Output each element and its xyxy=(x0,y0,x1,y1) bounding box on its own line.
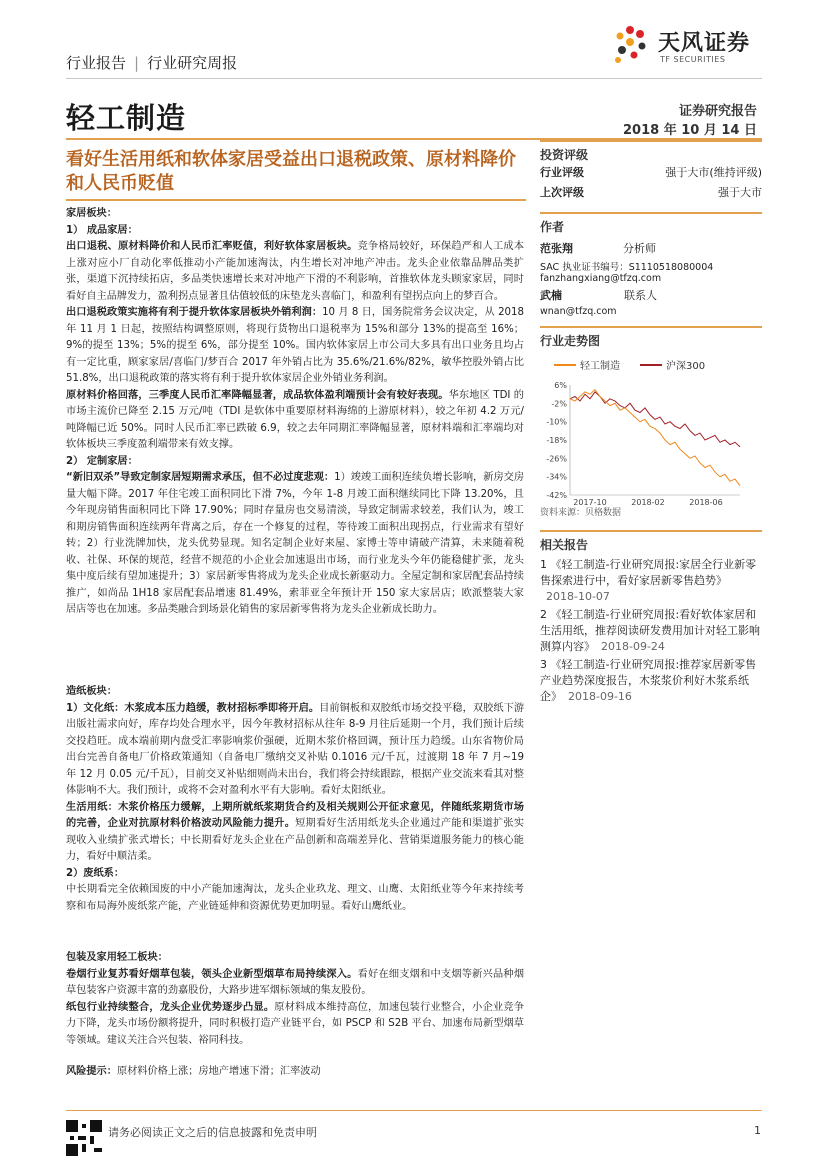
report-type: 证券研究报告 xyxy=(678,104,757,119)
paragraph-2: 出口退税政策实施将有利于提升软体家居板块外销利润：10 月 8 日，国务院常务会议决定，从 2018 年 11 月 1 日起，按照结构调整原则，将现行货物出口退税率为 15%和部分 13%的提高至 16%；9%的提至 13%；5%的提至 6%，部分提至 10%。国内软体家居上市公司大多具有出口业务且均占有一定比重，顾家家居/喜临门/梦百合 2017 年外销占比为 35.6%/21.6%/82%，敏华控股外销占比 51.8%，出口退税政策的落实将有利于提升软体家居企业外销业务利润。 xyxy=(66,307,524,384)
risk-text: 原材料价格上涨；房地产增速下滑；汇率波动 xyxy=(116,1066,321,1077)
paragraph-6: 生活用纸：木浆价格压力缓解，上期所就纸浆期货合约及相关规则公开征求意见，伴随纸浆期货市场的完善，企业对抗原材料价格波动风险能力提升。短期看好生活用纸龙头企业通过产能和渠道扩张实现收入业绩扩张式增长；中长期看好龙头企业在产品创新和高端差异化、营销渠道服务能力的核心能力，看好中顺洁柔。 xyxy=(66,801,525,862)
subheading-finished-home: 1） 成品家居： xyxy=(66,224,138,236)
authors-title: 作者 xyxy=(540,212,762,235)
paragraph-8: 卷烟行业复苏看好烟草包装，领头企业新型烟草布局持续深入。看好在细支烟和中支烟等新兴品种烟草包装客户资源丰富的劲嘉股份，大路步进军烟标领域的集友股份。 xyxy=(66,968,525,996)
rating-title: 投资评级 xyxy=(540,140,762,163)
subcategory-label: 行业研究周报 xyxy=(147,54,238,72)
x-tick-label: 2018-02 xyxy=(631,498,665,505)
packaging-label: 包装及家用轻工板块： xyxy=(66,952,168,963)
home-section xyxy=(66,206,524,619)
separator: | xyxy=(134,54,140,72)
company-logo xyxy=(610,22,770,70)
author-email[interactable]: fanzhangxiang@tfzq.com xyxy=(540,273,662,284)
trend-title: 行业走势图 xyxy=(540,326,762,349)
y-tick-label: -34% xyxy=(546,472,567,482)
disclaimer-notice: 请务必阅读正文之后的信息披露和免责申明 xyxy=(108,1126,317,1139)
logo-english: TF SECURITIES xyxy=(660,55,726,64)
paragraph-4: “新旧双杀”导致定制家居短期需求承压，但不必过度悲观：1）竣竣工面积连续负增长影响，新房交房量大幅下降。2017 年住宅竣工面积同比下滑 7%，今年 1-8 月竣工面积继续同比下降 13.20%，且今年现房销售面积同比下降 17.90%；同时存量房也交易清淡，导致定制需求较差，我们认为，竣工和期房销售面积连续两年背离之后，存在一个修复的过程，等待竣工面积出现拐点，行业需求有望好转；2）行业洗牌加快，龙头优势显现。知名定制企业好来屋、家博士等申请破产清算，未来随着税收、社保、环保的规范，经营不规范的小企业会加速退出市场，而行业龙头今年仍能稳健扩张，龙头集中度后续有望加速提升；3）家居新零售将成为龙头企业成长新驱动力。全屋定制和家居配套品持续推广，如尚品 1H18 家居配套品增速 81.49%，索菲亚全年预计开 150 家大家居店；欧派整装大家居店等也在加速。多品类融合到场景化销售的家居新零售将为龙头企业新成长助力。 xyxy=(66,472,525,615)
author-1: 范张翔 分析师 SAC 执业证书编号：S1110518080004 fanzhangxiang@tfzq.com xyxy=(540,239,762,284)
paper-label: 造纸板块： xyxy=(66,686,117,697)
author-2: 武楠 联系人 wnan@tfzq.com xyxy=(540,286,762,317)
chart-source: 资料来源：贝格数据 xyxy=(540,508,622,518)
footer-divider xyxy=(66,1110,762,1111)
paper-section xyxy=(66,684,524,915)
x-tick-label: 2017-10 xyxy=(573,498,607,505)
category-label: 行业报告 xyxy=(66,54,127,72)
related-report-item[interactable]: 3 《轻工制造-行业研究周报:推荐家居新零售产业趋势深度报告，木浆浆价利好木浆系纸企》 2018-09-16 xyxy=(540,658,757,703)
paragraph-9: 纸包行业持续整合，龙头企业优势逐步凸显。原材料成本维持高位，加速包装行业整合，小企业竞争力下降，龙头市场份额将提升，同时积极打造产业链平台，如 PSCP 和 S2B 平台、加速布局新型烟草等领域。建议关注合兴包装、裕同科技。 xyxy=(66,1001,525,1046)
paragraph-7: 中长期看完全依赖国废的中小产能加速淘汰，龙头企业玖龙、理文、山鹰、太阳纸业等今年来持续考察和布局海外废纸浆产能，产业链延伸和资源优势更加明显。看好山鹰纸业。 xyxy=(66,884,524,912)
related-report-item[interactable]: 2 《轻工制造-行业研究周报:看好软体家居和生活用纸，推荐阅读研发费用加计对轻工影响测算内容》 2018-09-24 xyxy=(540,608,760,653)
y-tick-label: -26% xyxy=(546,454,567,464)
y-tick-label: -10% xyxy=(546,417,567,427)
trend-box xyxy=(540,326,762,518)
page-title: 轻工制造 xyxy=(66,101,187,135)
paragraph-1: 出口退税、原材料降价和人民币汇率贬值，利好软体家居板块。竞争格局较好，环保趋严和人工成本上涨对应小厂自动化率低推动小产能加速淘汰，内生增长对冲地产冲击。龙头企业依靠品牌品类扩张，渠道下沉持续拓店，多品类快速增长来对冲地产下滑的不利影响，首推软体龙头顾家家居，同时看好自主品牌发力，盈利拐点显著且估值较低的床垫龙头喜临门，和盈利有望拐点向上的梦百合。 xyxy=(66,241,525,302)
qr-code-icon xyxy=(66,1120,102,1156)
rating-row: 上次评级 强于大市 xyxy=(540,186,762,199)
legend-label: 沪深300 xyxy=(666,361,706,372)
rating-box xyxy=(540,140,762,203)
headline-divider xyxy=(66,199,526,201)
paragraph-5: 1）文化纸：木浆成本压力趋缓，教材招标季即将开启。目前铜板和双胶纸市场交投平稳，双胶纸下游出版社需求向好，库存均处合理水平，因今年教材招标从往年 8-9 月往后延期一个月，我们预计后续交投趋旺。成本端前期内盘受汇率影响浆价强硬，近期木浆价格回调，预计压力趋缓。山东省物价局出台完善自备电厂价格政策通知（自备电厂缴纳交叉补贴 0.1016 元/千瓦，过渡期 18 年 7 月~19 年 12 月 0.05 元/千瓦），目前交叉补贴细则尚未出台，我们将会持续跟踪，根据产业交流来看其对整体影响不大。我们预计，或将不会对盈利水平有大影响。看好太阳纸业。 xyxy=(66,702,525,796)
y-tick-label: 6% xyxy=(554,381,567,390)
trend-chart xyxy=(540,355,762,505)
risk-label: 风险提示： xyxy=(66,1066,117,1077)
subheading-custom-home: 2） 定制家居： xyxy=(66,455,138,467)
subheading-waste-paper: 2）废纸系： xyxy=(66,867,125,879)
page-number: 1 xyxy=(754,1124,761,1137)
packaging-section xyxy=(66,950,524,1049)
author-email[interactable]: wnan@tfzq.com xyxy=(540,306,617,317)
y-tick-label: -2% xyxy=(551,399,567,409)
legend-label: 轻工制造 xyxy=(580,361,620,372)
logo-mark-icon xyxy=(610,22,654,66)
y-tick-label: -18% xyxy=(546,436,567,445)
rating-row: 行业评级 强于大市(维持评级) xyxy=(540,166,762,179)
related-box xyxy=(540,530,762,707)
logo-name: 天风证券 xyxy=(658,31,751,56)
y-tick-label: -42% xyxy=(546,491,567,500)
paragraph-3: 原材料价格回落，三季度人民币汇率降幅显著，成品软体盈利端预计会有较好表现。华东地区 TDI 的市场主流价已降至 2.15 万元/吨（TDI 是软体中重要原材料海绵的上游原材料），较之年初 4.2 万元/吨降幅已近 50%。同时人民币汇率已跌破 6.9，较之去年同期汇率降幅显著，原材料端和汇率端均对软体板块三季度盈利端带来有效支撑。 xyxy=(66,389,524,450)
header-divider xyxy=(66,78,762,79)
authors-box xyxy=(540,212,762,317)
x-tick-label: 2018-06 xyxy=(689,498,723,505)
related-title: 相关报告 xyxy=(540,530,762,553)
report-date: 2018 年 10 月 14 日 xyxy=(623,123,757,138)
series-line-hs300 xyxy=(570,392,740,447)
related-report-item[interactable]: 1 《轻工制造-行业研究周报:家居全行业新零售探索进行中，看好家居新零售趋势》2018-10-07 xyxy=(540,558,757,603)
series-line-light-industry xyxy=(570,390,740,486)
report-category xyxy=(66,52,237,73)
risk-section xyxy=(66,1064,524,1081)
headline: 看好生活用纸和软体家居受益出口退税政策、原材料降价和人民币贬值 xyxy=(66,149,516,194)
home-label: 家居板块： xyxy=(66,208,117,219)
